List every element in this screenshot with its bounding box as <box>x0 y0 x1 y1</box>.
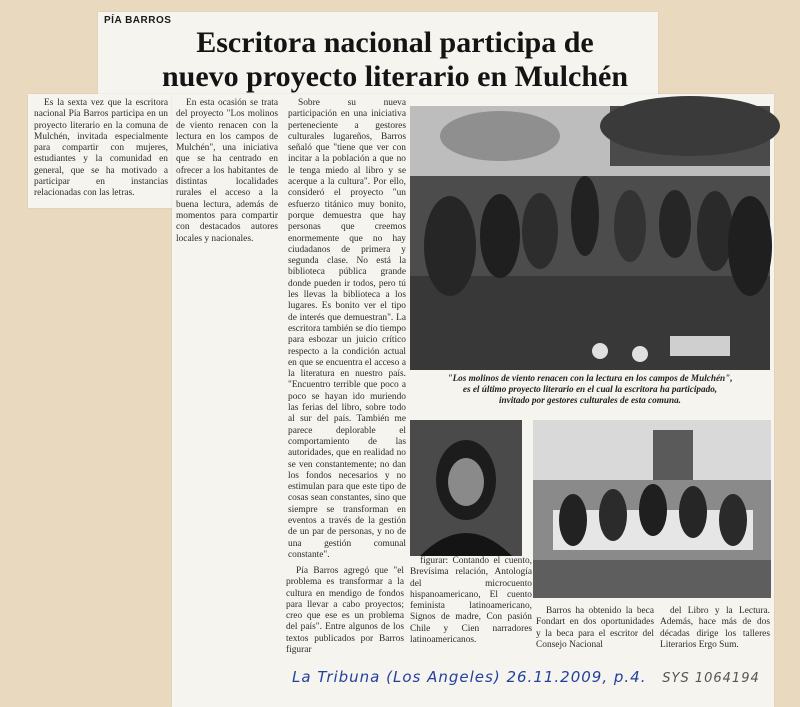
caption-line-1: "Los molinos de viento renacen con la lectura en los campos de Mulchén", <box>447 373 733 383</box>
headline-line-2: nuevo proyecto literario en Mulchén <box>161 60 629 93</box>
workshop-illustration <box>533 420 771 598</box>
workshop-photo <box>533 420 771 598</box>
handwritten-source-note <box>292 668 772 686</box>
article-column-lower-right-2 <box>660 606 770 658</box>
paragraph: Barros ha obtenido la beca Fondart en dos oportunidades y la beca para el escritor del Consejo Nacional <box>536 606 654 650</box>
handwritten-code: SYS 1064194 <box>662 671 760 686</box>
headline-line-1: Escritora nacional participa de <box>196 26 594 59</box>
group-reading-photo <box>410 106 770 370</box>
article-column-2 <box>176 98 278 244</box>
headline <box>140 26 650 94</box>
article-column-lower-right-1 <box>536 606 654 658</box>
paragraph: Sobre su nueva participación en una iniciativa perteneciente a gestores culturales lugareños, Barros señaló que "tiene que ver con incitar a la población a que no le tenga miedo al libro y se acerque a la cultura". Por ello, consideró el proyecto "un esfuerzo titánico muy bonito, porque demuestra que hay personas que creemos enormemente que no hay ciudadanos de primera y segunda clase. No está la biblioteca pública grande donde pueden ir todos, pero tú les llevas la biblioteca a los lugares. Es bonito ver el tipo de interés que demuestran". La escritora también se dio tiempo para esbozar un juicio crítico respecto a la condición actual en que se encuentra el acceso a la literatura en nuestro país. "Encuentro terrible que poco a poco se hayan ido muriendo las ferias del libro, sobre todo al sur del país. También me parece deplorable el comportamiento de las autoridades, que en realidad no se ven constantemente; no dan los fondos necesarios y no estimulan para que este tipo de cosas sean constantes, sino que siempre se transforman en eventos a través de la gestión de un par de personas, y no de una gestión comunal constante". <box>288 98 406 560</box>
paragraph: Pía Barros agregó que "el problema es transformar a la cultura en mendigo de fondos para llevar a cabo proyectos; creo que ese es un problema del país". Entre algunos de los textos publicados por Barros figurar <box>286 566 404 656</box>
article-column-lower-left <box>286 566 404 658</box>
photo-caption <box>412 373 768 406</box>
paragraph: En esta ocasión se trata del proyecto "Los molinos de viento renacen con la lectura en los campos de Mulchén", una iniciativa que se ha centrado en ofrecer a los habitantes de distintas localidades rurales el acceso a la buena lectura, además de momentos para compartir con destacados autores locales y nacionales. <box>176 98 278 244</box>
paragraph: figurar: Contando el cuento, Brevísima relación, Antología del microcuento hispanoamericano, El cuento feminista latinoamericano, Signos de madre, Con pasión Chile y Cien narradores latinoamericanos. <box>410 556 532 646</box>
article-column-lower-mid <box>410 556 532 656</box>
article-column-1 <box>34 98 168 206</box>
byline: PÍA BARROS <box>104 15 172 26</box>
caption-line-3: invitado por gestores culturales de esta comuna. <box>499 395 681 405</box>
caption-line-2: es el último proyecto literario en el cual la escritora ha participado, <box>462 384 718 394</box>
handwritten-source: La Tribuna (Los Angeles) 26.11.2009, p.4. <box>292 668 647 686</box>
group-reading-illustration <box>410 106 770 370</box>
author-portrait-photo <box>410 420 522 556</box>
author-portrait-illustration <box>410 420 522 556</box>
paragraph: Es la sexta vez que la escritora nacional Pía Barros participa en un proyecto literario en la comuna de Mulchén, invitada especialmente para compartir con mujeres, estudiantes y la comunidad en general, que se ha motivado a participar en instancias relacionadas con las letras. <box>34 98 168 199</box>
paragraph: del Libro y la Lectura. Además, hace más de dos décadas dirige los talleres Literarios Ergo Sum. <box>660 606 770 650</box>
